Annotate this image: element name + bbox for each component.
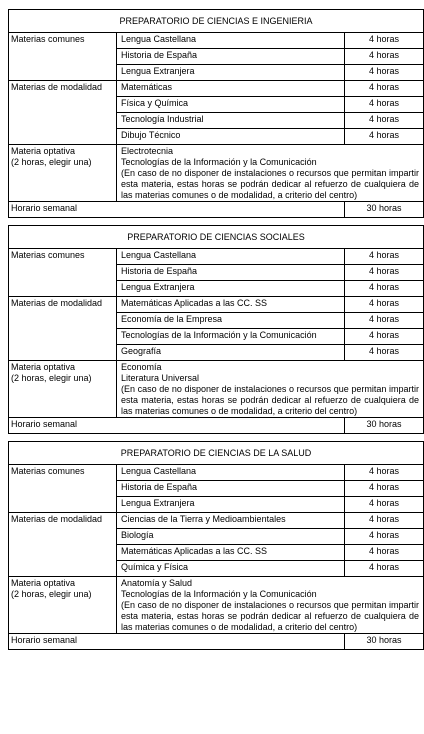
table-row — [9, 465, 424, 481]
curriculum-document — [8, 0, 423, 650]
table-row — [9, 513, 424, 529]
subject-cell: Biología — [117, 529, 345, 545]
horario-row — [9, 202, 424, 218]
optativa-label-line: (2 horas, elegir una) — [11, 373, 92, 383]
horario-label: Horario semanal — [9, 418, 345, 434]
subject-cell: Lengua Extranjera — [117, 281, 345, 297]
optativa-row — [9, 361, 424, 418]
table-row — [9, 249, 424, 265]
hours-cell: 4 horas — [345, 329, 424, 345]
hours-cell: 4 horas — [345, 513, 424, 529]
optativa-options — [117, 361, 424, 418]
subject-cell: Historia de España — [117, 481, 345, 497]
subject-cell: Física y Química — [117, 97, 345, 113]
hours-cell: 4 horas — [345, 481, 424, 497]
horario-value: 30 horas — [345, 202, 424, 218]
subject-cell: Matemáticas Aplicadas a las CC. SS — [117, 545, 345, 561]
modalidad-label: Materias de modalidad — [9, 513, 117, 577]
modalidad-label: Materias de modalidad — [9, 297, 117, 361]
horario-label: Horario semanal — [9, 634, 345, 650]
optativa-option: Anatomía y Salud — [121, 578, 193, 588]
hours-cell: 4 horas — [345, 265, 424, 281]
optativa-note: (En caso de no disponer de instalaciones o recursos que permitan impartir esta materia, estas horas se podrán dedicar al refuerzo de cualquiera de las materias comunes o de modalidad, a criterio del centro) — [121, 384, 419, 416]
table-row — [9, 297, 424, 313]
hours-cell: 4 horas — [345, 297, 424, 313]
horario-value: 30 horas — [345, 418, 424, 434]
table-row — [9, 33, 424, 49]
optativa-option: Electrotecnia — [121, 146, 174, 156]
hours-cell: 4 horas — [345, 529, 424, 545]
hours-cell: 4 horas — [345, 561, 424, 577]
subject-cell: Tecnologías de la Información y la Comunicación — [117, 329, 345, 345]
hours-cell: 4 horas — [345, 497, 424, 513]
subject-cell: Economía de la Empresa — [117, 313, 345, 329]
optativa-row — [9, 577, 424, 634]
optativa-option: Tecnologías de la Información y la Comunicación — [121, 589, 317, 599]
horario-label: Horario semanal — [9, 202, 345, 218]
subject-cell: Lengua Castellana — [117, 249, 345, 265]
subject-cell: Historia de España — [117, 265, 345, 281]
hours-cell: 4 horas — [345, 249, 424, 265]
hours-cell: 4 horas — [345, 545, 424, 561]
hours-cell: 4 horas — [345, 345, 424, 361]
optativa-label-line: Materia optativa — [11, 362, 76, 372]
optativa-option: Literatura Universal — [121, 373, 200, 383]
horario-row — [9, 634, 424, 650]
hours-cell: 4 horas — [345, 65, 424, 81]
optativa-label — [9, 577, 117, 634]
optativa-label — [9, 145, 117, 202]
optativa-options — [117, 145, 424, 202]
hours-cell: 4 horas — [345, 49, 424, 65]
optativa-option: Tecnologías de la Información y la Comunicación — [121, 157, 317, 167]
table-row — [9, 81, 424, 97]
subject-cell: Tecnología Industrial — [117, 113, 345, 129]
hours-cell: 4 horas — [345, 281, 424, 297]
subject-cell: Química y Física — [117, 561, 345, 577]
hours-cell: 4 horas — [345, 97, 424, 113]
hours-cell: 4 horas — [345, 33, 424, 49]
horario-value: 30 horas — [345, 634, 424, 650]
subject-cell: Historia de España — [117, 49, 345, 65]
optativa-option: Economía — [121, 362, 162, 372]
hours-cell: 4 horas — [345, 313, 424, 329]
section-title: PREPARATORIO DE CIENCIAS E INGENIERIA — [9, 10, 424, 33]
hours-cell: 4 horas — [345, 129, 424, 145]
curriculum-table — [8, 0, 424, 650]
optativa-options — [117, 577, 424, 634]
hours-cell: 4 horas — [345, 465, 424, 481]
section-title: PREPARATORIO DE CIENCIAS DE LA SALUD — [9, 442, 424, 465]
horario-row — [9, 418, 424, 434]
subject-cell: Ciencias de la Tierra y Medioambientales — [117, 513, 345, 529]
optativa-note: (En caso de no disponer de instalaciones o recursos que permitan impartir esta materia, estas horas se podrán dedicar al refuerzo de cualquiera de las materias comunes o de modalidad, a criterio del centro) — [121, 168, 419, 200]
optativa-label-line: (2 horas, elegir una) — [11, 157, 92, 167]
subject-cell: Lengua Castellana — [117, 465, 345, 481]
subject-cell: Lengua Castellana — [117, 33, 345, 49]
optativa-note: (En caso de no disponer de instalaciones o recursos que permitan impartir esta materia, estas horas se podrán dedicar al refuerzo de cualquiera de las materias comunes o de modalidad, a criterio del centro) — [121, 600, 419, 632]
hours-cell: 4 horas — [345, 81, 424, 97]
optativa-label-line: Materia optativa — [11, 578, 76, 588]
subject-cell: Lengua Extranjera — [117, 65, 345, 81]
optativa-row — [9, 145, 424, 202]
comunes-label: Materias comunes — [9, 465, 117, 513]
subject-cell: Dibujo Técnico — [117, 129, 345, 145]
optativa-label-line: Materia optativa — [11, 146, 76, 156]
section-title: PREPARATORIO DE CIENCIAS SOCIALES — [9, 226, 424, 249]
subject-cell: Matemáticas Aplicadas a las CC. SS — [117, 297, 345, 313]
hours-cell: 4 horas — [345, 113, 424, 129]
subject-cell: Geografía — [117, 345, 345, 361]
comunes-label: Materias comunes — [9, 33, 117, 81]
comunes-label: Materias comunes — [9, 249, 117, 297]
optativa-label — [9, 361, 117, 418]
optativa-label-line: (2 horas, elegir una) — [11, 589, 92, 599]
subject-cell: Lengua Extranjera — [117, 497, 345, 513]
modalidad-label: Materias de modalidad — [9, 81, 117, 145]
subject-cell: Matemáticas — [117, 81, 345, 97]
